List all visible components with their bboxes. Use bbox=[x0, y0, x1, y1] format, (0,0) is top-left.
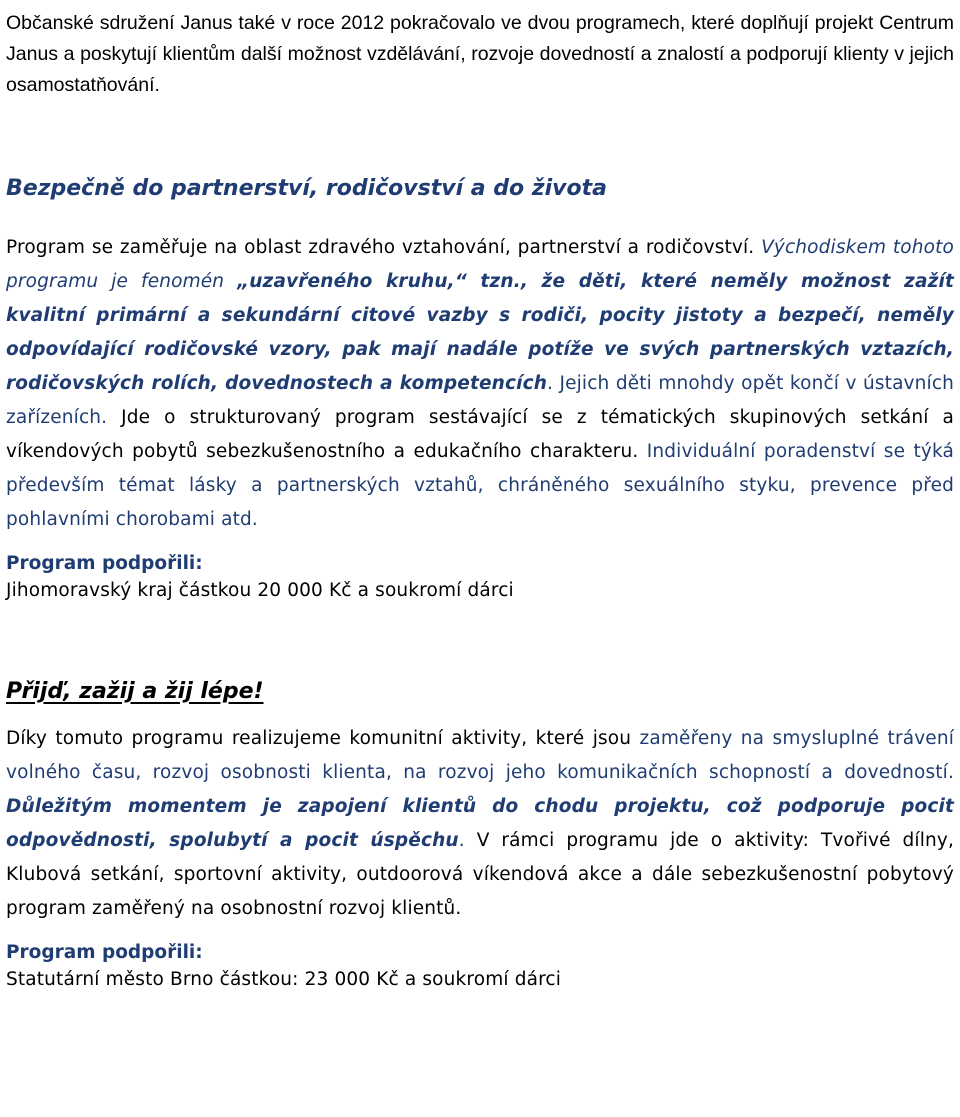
paragraph-lead: Díky tomuto programu realizujeme komunitní aktivity, které jsou bbox=[6, 728, 632, 749]
paragraph-accent: Jejich děti mnohdy opět končí v ústavních zařízeních. bbox=[6, 373, 955, 428]
section-heading-partnership: Bezpečně do partnerství, rodičovství a do života bbox=[6, 176, 607, 201]
paragraph-accent: zaměřeny na smysluplné trávení volného času, rozvoj osobnosti klienta, na rozvoj jeho komunikačních schopností a dovedností. bbox=[6, 728, 954, 783]
paragraph-rest: V rámci programu jde o aktivity: Tvořivé dílny, Klubová setkání, sportovní aktivity, outdoorová víkendová akce a dále sebezkušenostní pobytový program zaměřený na osobnostní rozvoj klientů. bbox=[6, 830, 955, 919]
support-label-partnership: Program podpořili: bbox=[6, 553, 203, 574]
document-page bbox=[6, 0, 954, 990]
support-text-live-better: Statutární město Brno částkou: 23 000 Kč a soukromí dárci bbox=[6, 969, 562, 990]
intro-paragraph: Občanské sdružení Janus také v roce 2012 pokračovalo ve dvou programech, které doplňují projekt Centrum Janus a poskytují klientům další možnost vzdělávání, rozvoje dovedností a znalostí a podporují klienty v jejich osamostatňování. bbox=[6, 12, 954, 96]
section-paragraph-partnership bbox=[6, 231, 954, 537]
paragraph-dot: . bbox=[458, 830, 465, 851]
paragraph-emphasis: „uzavřeného kruhu,“ tzn., že děti, které neměly možnost zažít kvalitní primární a sekundární citové vazby s rodiči, pocity jistoty a bezpečí, neměly odpovídající rodičovské vzory, pak mají nadále potíže ve svých partnerských vztazích, rodičovských rolích, dovednostech a kompetencích bbox=[6, 271, 954, 394]
support-text-partnership: Jihomoravský kraj částkou 20 000 Kč a soukromí dárci bbox=[6, 580, 514, 601]
paragraph-accent-2: Individuální poradenství se týká především témat lásky a partnerských vztahů, chráněného sexuálního styku, prevence před pohlavními chorobami atd. bbox=[6, 441, 955, 530]
paragraph-italic-lead: Východiskem tohoto programu je fenomén bbox=[6, 237, 954, 292]
section-paragraph-live-better bbox=[6, 722, 954, 926]
paragraph-lead: Program se zaměřuje na oblast zdravého vztahování, partnerství a rodičovství. bbox=[6, 237, 755, 258]
support-label-live-better: Program podpořili: bbox=[6, 942, 203, 963]
section-heading-live-better: Přijď, zažij a žij lépe! bbox=[6, 679, 264, 704]
paragraph-dot: . bbox=[547, 373, 554, 394]
paragraph-emphasis: Důležitým momentem je zapojení klientů do chodu projektu, což podporuje pocit odpovědnosti, spolubytí a pocit úspěchu bbox=[6, 796, 954, 851]
paragraph-rest: Jde o strukturovaný program sestávající se z tématických skupinových setkání a víkendových pobytů sebezkušenostního a edukačního charakteru. bbox=[6, 407, 954, 462]
